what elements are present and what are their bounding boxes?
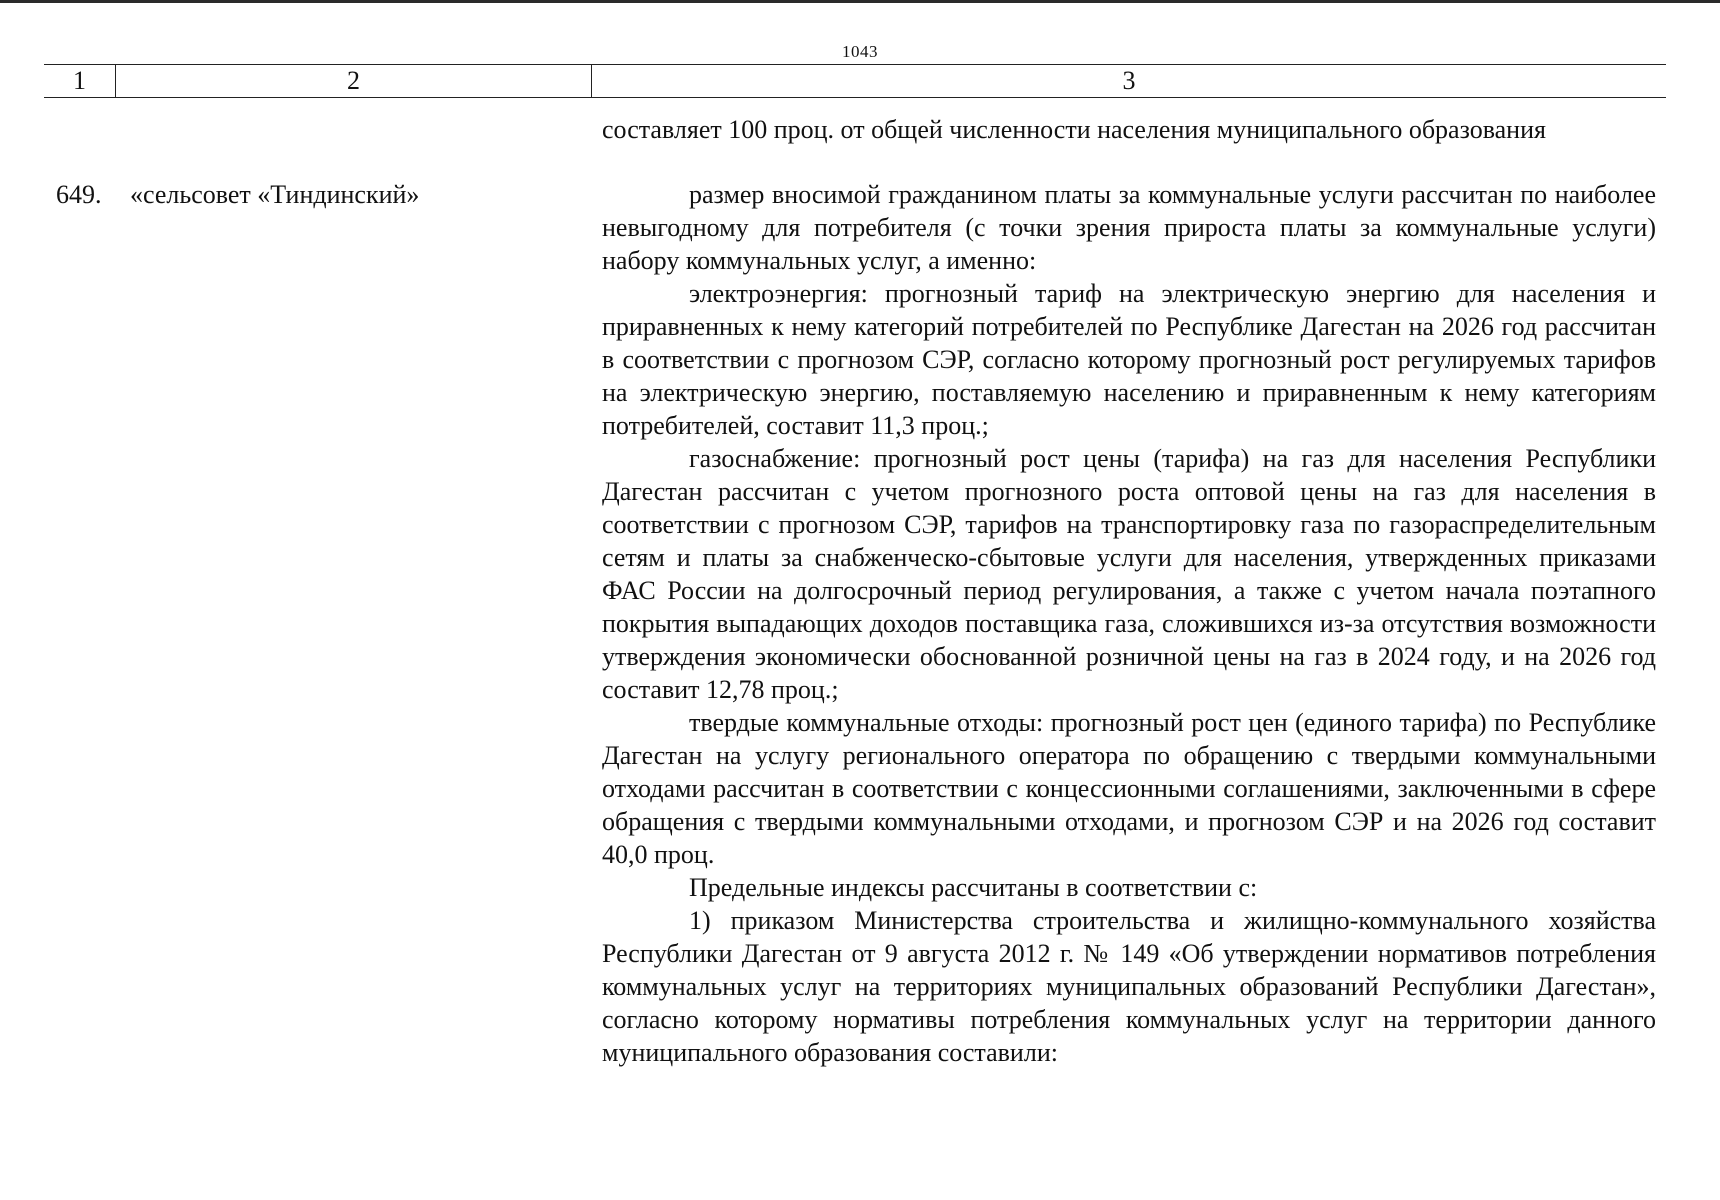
column-header-3: 3: [1122, 66, 1136, 95]
continuation-text: составляет 100 проц. от общей численности населения муниципального образования: [602, 115, 1546, 144]
entry-description: [602, 178, 1656, 1069]
paragraph-gas-supply: газоснабжение: прогнозный рост цены (тарифа) на газ для населения Республики Дагестан рассчитан с учетом прогнозного роста оптовой цены на газ для населения в соответствии с прогнозом СЭР, тарифов на транспортировку газа по газораспределительным сетям и платы за снабженческо-сбытовые услуги для населения, утвержденных приказами ФАС России на долгосрочный период регулирования, а также с учетом начала поэтапного покрытия выпадающих доходов поставщика газа, сложившихся из-за отсутствия возможности утверждения экономически обоснованной розничной цены на газ в 2024 году, и на 2026 год составит 12,78 проц.;: [602, 444, 1656, 704]
paragraph-ministry-order: 1) приказом Министерства строительства и жилищно-коммунального хозяйства Республики Дагестан от 9 августа 2012 г. № 149 «Об утверждении нормативов потребления коммунальных услуг на территориях муниципальных образований Республики Дагестан», согласно которому нормативы потребления коммунальных услуг на территории данного муниципального образования составили:: [602, 906, 1656, 1067]
column-header-row: [44, 64, 1666, 98]
paragraph-solid-waste: твердые коммунальные отходы: прогнозный рост цен (единого тарифа) по Республике Дагестан на услугу регионального оператора по обращению с твердыми коммунальными отходами рассчитан в соответствии с концессионными соглашениями, заключенными в сфере обращения с твердыми коммунальными отходами, и прогнозом СЭР и на 2026 год составит 40,0 проц.: [602, 708, 1656, 869]
page-number: 1043: [842, 42, 878, 61]
entry-name: «сельсовет «Тиндинский»: [130, 180, 420, 209]
page-top-edge: [0, 0, 1720, 3]
paragraph-payment-size: размер вносимой гражданином платы за коммунальные услуги рассчитан по наиболее невыгодному для потребителя (с точки зрения прироста платы за коммунальные услуги) набору коммунальных услуг, а именно:: [602, 180, 1656, 275]
paragraph-electricity: электроэнергия: прогнозный тариф на электрическую энергию для населения и приравненных к нему категорий потребителей по Республике Дагестан на 2026 год рассчитан в соответствии с прогнозом СЭР, согласно которому прогнозный рост регулируемых тарифов на электрическую энергию, поставляемую населению и приравненным к нему категориям потребителей, составит 11,3 проц.;: [602, 279, 1656, 440]
column-header-2: 2: [116, 65, 592, 97]
paragraph-indices-intro: Предельные индексы рассчитаны в соответствии с:: [689, 873, 1258, 902]
column-header-1: 1: [44, 65, 116, 97]
entry-number: 649.: [56, 180, 102, 209]
